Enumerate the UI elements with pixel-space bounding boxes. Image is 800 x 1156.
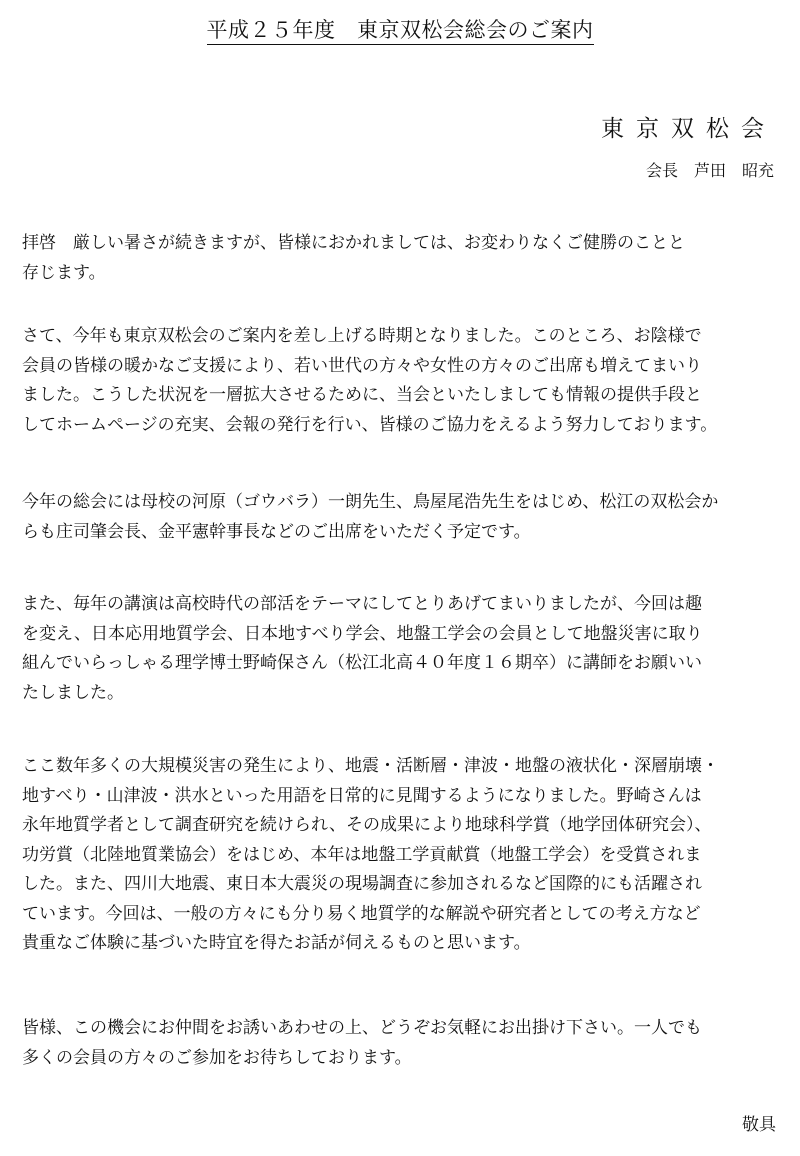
paragraph-line: ています。今回は、一般の方々にも分り易く地質学的な解説や研究者としての考え方など	[22, 903, 701, 924]
paragraph-line: 多くの会員の方々のご参加をお待ちしております。	[22, 1047, 412, 1068]
paragraph-line: 拝啓 厳しい暑さが続きますが、皆様におかれましては、お変わりなくご健勝のことと	[22, 233, 685, 253]
paragraph-line: 功労賞（北陸地質業協会）をはじめ、本年は地盤工学貢献賞（地盤工学会）を受賞されま	[22, 844, 702, 865]
paragraph-line: 会員の皆様の暖かなご支援により、若い世代の方々や女性の方々のご出席も増えてまいり	[22, 355, 702, 376]
paragraph-line: 貴重なご体験に基づいた時宜を得たお話が伺えるものと思います。	[22, 933, 531, 953]
paragraph-line: 皆様、この機会にお仲間をお誘いあわせの上、どうぞお気軽にお出掛け下さい。一人でも	[22, 1018, 702, 1038]
paragraph-lecture	[22, 590, 792, 708]
paragraph-line: ここ数年多くの大規模災害の発生により、地震・活断層・津波・地盤の液状化・深層崩壊・	[22, 756, 719, 776]
paragraph-line: 存じます。	[22, 262, 106, 283]
paragraph-introduction	[22, 322, 792, 440]
paragraph-line: 永年地質学者として調査研究を続けられ、その成果により地球科学賞（地学団体研究会）、	[22, 815, 712, 835]
organization-name: 東京双松会	[601, 116, 776, 142]
paragraph-line: さて、今年も東京双松会のご案内を差し上げる時期となりました。このところ、お陰様で	[22, 326, 702, 346]
page-title	[0, 14, 800, 44]
paragraph-invitation	[22, 1014, 792, 1073]
paragraph-line: を変え、日本応用地質学会、日本地すべり学会、地盤工学会の会員として地盤災害に取り	[22, 623, 703, 644]
paragraph-line: たしました。	[22, 682, 124, 703]
paragraph-line: 地すべり・山津波・洪水といった用語を日常的に見聞するようになりました。野崎さんは	[22, 785, 702, 806]
paragraph-line: 組んでいらっしゃる理学博士野崎保さん（松江北高４０年度１６期卒）に講師をお願いい	[22, 653, 702, 673]
paragraph-guests	[22, 488, 792, 547]
page-title-text: 平成２５年度 東京双松会総会のご案内	[207, 18, 594, 45]
paragraph-line: また、毎年の講演は高校時代の部活をテーマにしてとりあげてまいりましたが、今回は趣	[22, 594, 702, 614]
president-name: 会長 芦田 昭充	[645, 161, 774, 180]
paragraph-greeting	[22, 229, 792, 288]
paragraph-line: らも庄司肇会長、金平憲幹事長などのご出席をいただく予定です。	[22, 521, 531, 542]
closing-remark: 敬具	[742, 1115, 776, 1135]
paragraph-line: 今年の総会には母校の河原（ゴウバラ）一朗先生、鳥屋尾浩先生をはじめ、松江の双松会か	[22, 492, 719, 512]
paragraph-line: してホームページの充実、会報の発行を行い、皆様のご協力をえるよう努力しております。	[22, 414, 718, 435]
paragraph-speaker-profile	[22, 752, 792, 959]
paragraph-line: ました。こうした状況を一層拡大させるために、当会といたしましても情報の提供手段と	[22, 385, 702, 405]
paragraph-line: した。また、四川大地震、東日本大震災の現場調査に参加されるなど国際的にも活躍され	[22, 874, 702, 894]
